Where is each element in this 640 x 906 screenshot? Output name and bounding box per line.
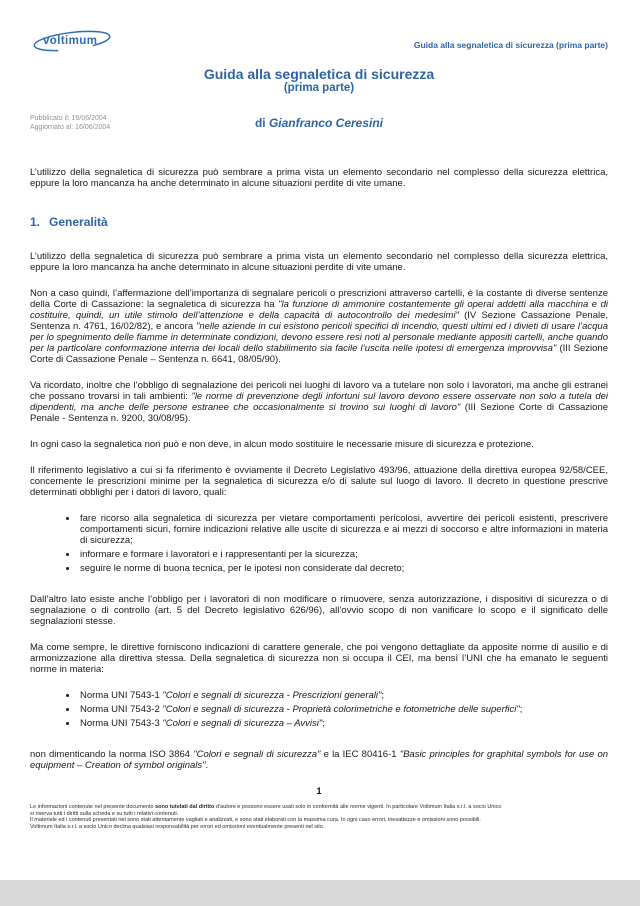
document-title: Guida alla segnaletica di sicurezza [203, 66, 435, 82]
list-item [78, 513, 608, 546]
footer-text-segment: d’autore e possono essere usati solo in conformità alle norme vigenti. In particolare Voltimum Italia s.r.l. a socio Unico [214, 804, 502, 810]
list-item [78, 690, 608, 701]
norm-title: "Colori e segnali di sicurezza - Prescrizioni generali" [162, 690, 382, 701]
text-segment: e la IEC 80416-1 [320, 749, 400, 760]
norm-suffix: ; [381, 690, 385, 701]
paragraph-riferimento-legislativo: Il riferimento legislativo a cui si fa riferimento è ovviamente il Decreto Legislativo 493/96, attuazione della direttiva europea 92/58/CEE, concernente le prescrizioni minime per la segnaletica di sicurezza e/o di salute sul luogo di lavoro. Il decreto in questione prescrive determinati obblighi per i datori di lavoro, quali: [30, 465, 608, 498]
paragraph-dallaltro-lato: Dall’altro lato esiste anche l’obbligo per i lavoratori di non modificare o rimuovere, senza autorizzazione, i dispositivi di sicurezza o di segnalazione o di controllo (art. 5 del Decreto legislativo 626/96), all’ovvio scopo di non vanificare lo scopo e il significato delle segnalazioni stesse. [30, 594, 608, 627]
norm-title: "Colori e segnali di sicurezza - Proprietà colorimetriche e fotometriche delle superfici" [162, 704, 520, 715]
section-title: Generalità [49, 215, 108, 229]
byline [30, 111, 608, 130]
text-segment: Va ricordato, inoltre che l’obbligo di segnalazione dei pericoli nei luoghi di lavoro va a tutelare non solo i lavoratori, ma anche gli estranei che possano trovarsi in tali ambienti: [30, 380, 608, 402]
obligations-list [30, 513, 608, 574]
quote-segment: "Basic principles for graphital symbols for use on equipment – Creation of symbol originals" [30, 749, 609, 771]
footer-line: Voltimum Italia s.r.l. a socio Unico declina qualsiasi responsabilità per errori ed omissioni eventualmente presenti nel sito. [30, 823, 325, 830]
text-segment: Non a caso quindi, l’affermazione dell’importanza di segnalare pericoli o prescrizioni attraverso cartelli, è la costante di diverse sentenze della Corte di Cassazione: la segnaletica di sicurezza ha [30, 288, 608, 310]
footer-line: Il materiale ed i contenuti presentati nel sono stati attentamente vagliati e analizzati, e sono stati elaborati con la massima cura. In ogni caso errori, inesattezze e omissioni sono possibili. [30, 817, 481, 824]
list-item-text: fare ricorso alla segnaletica di sicurezza per vietare comportamenti pericolosi, avvertire dei pericoli esistenti, prescrivere comportamenti sicuri, fornire indicazioni relative alle uscite di sicurezza e ai mezzi di soccorso e altre informazioni in materia di sicurezza; [80, 513, 608, 546]
norm-suffix: ; [519, 704, 523, 715]
running-title: Guida alla segnaletica di sicurezza (prima parte) [413, 40, 608, 50]
text-segment: . [205, 760, 209, 771]
paragraph-generalita-1: L’utilizzo della segnaletica di sicurezza può sembrare a prima vista un elemento secondario nel complesso della sicurezza elettrica, eppure la loro mancanza ha anche determinato in alcune situazioni perdite di vite umane. [30, 251, 608, 273]
text-segment: non dimenticando la norma ISO 3864 [30, 749, 194, 760]
page-header [30, 28, 608, 58]
norm-prefix: Norma UNI 7543-1 [80, 690, 163, 701]
list-item-text: informare e formare i lavoratori e i rappresentanti per la sicurezza; [80, 549, 358, 560]
norme-uni-list [30, 690, 608, 729]
updated-date: Aggiornato al: 16/06/2004 [30, 124, 111, 131]
paragraph-cassazione [30, 288, 608, 365]
text-segment: (III Sezione Corte di Cassazione Penale – Sentenza n. 6641, 08/05/90). [30, 343, 608, 365]
text-segment: (IV Sezione Cassazione Penale, Sentenza n. 4761, 16/02/82), e ancora [30, 310, 609, 332]
page-number: 1 [316, 786, 322, 797]
paragraph-in-ogni-caso: In ogni caso la segnaletica non può e non deve, in alcun modo sostituire le necessarie misure di sicurezza e protezione. [30, 439, 534, 450]
footer-bold-segment: sono tutelati dal diritto [155, 804, 215, 810]
document-subtitle: (prima parte) [283, 82, 355, 94]
footer-text-segment: Le informazioni contenute nel presente documento [30, 804, 156, 810]
quote-segment: "nelle aziende in cui esistono pericoli specifici di incendio, questi ultimi ed i divieti di usare l’acqua per lo spegnimento delle fiamme in determinate condizioni, devono essere resi noti al personale mediante appositi cartelli, anche quando per la particolare conformazione interna dei locali dello stabilimento sia facile l’uscita nelle ipotesi di emergenza improvvisa" [30, 321, 608, 354]
quote-segment: "le norme di prevenzione degli infortuni sul lavoro devono essere osservate non solo a tutela dei dipendenti, ma anche delle persone estranee che occasionalmente si trovino sui luoghi di lavoro" [30, 391, 608, 413]
footer-line [30, 804, 608, 811]
text-segment: (III Sezione Corte di Cassazione Penale - Sentenza n. 9200, 30/08/95). [30, 402, 609, 424]
norm-prefix: Norma UNI 7543-3 [80, 718, 163, 729]
list-item [78, 704, 608, 715]
list-item [78, 718, 608, 729]
viewer-background-strip [0, 880, 640, 906]
quote-segment: "la funzione di ammonire costantemente gli operai addetti alla macchina e di costituire, quindi, un utile stimolo dell’attenzione e della capacità di autocontrollo dei medesimi" [30, 299, 608, 321]
footer-line: si riserva tutti i diritti sulla scheda e su tutti i relativi contenuti. [30, 810, 179, 817]
paragraph-va-ricordato [30, 380, 608, 424]
section-number: 1. [30, 215, 41, 229]
author-name: Gianfranco Ceresini [268, 116, 384, 130]
byline-prefix: di [254, 116, 269, 130]
footer-disclaimer [30, 804, 608, 830]
quote-segment: "Colori e segnali di sicurezza" [193, 749, 321, 760]
published-date: Pubblicato il: 16/06/2004 [30, 115, 107, 122]
list-item [78, 549, 608, 560]
norm-suffix: ; [322, 718, 325, 729]
paragraph-non-dimenticando [30, 749, 608, 771]
voltimum-logo-text: voltimum [43, 35, 98, 47]
list-item-text: seguire le norme di buona tecnica, per le ipotesi non considerate dal decreto; [80, 563, 405, 574]
norm-title: "Colori e segnali di sicurezza – Avvisi" [162, 718, 323, 729]
intro-paragraph: L’utilizzo della segnaletica di sicurezza può sembrare a prima vista un elemento secondario nel complesso della sicurezza elettrica, eppure la loro mancanza ha anche determinato in alcune situazioni perdite di vite umane. [30, 167, 608, 189]
voltimum-logo [30, 28, 116, 54]
norm-prefix: Norma UNI 7543-2 [80, 704, 163, 715]
list-item [78, 563, 608, 574]
publication-dates [30, 114, 110, 132]
meta-row [30, 111, 608, 143]
paragraph-ma-come-sempre: Ma come sempre, le direttive forniscono indicazioni di carattere generale, che poi vengono dettagliate da apposite norme di ausilio e di armonizzazione alla direttiva stessa. Della segnaletica di sicurezza non si occupa il CEI, ma bensì l’UNI che ha emanato le seguenti norme in materia: [30, 642, 608, 675]
section-heading [30, 215, 608, 229]
